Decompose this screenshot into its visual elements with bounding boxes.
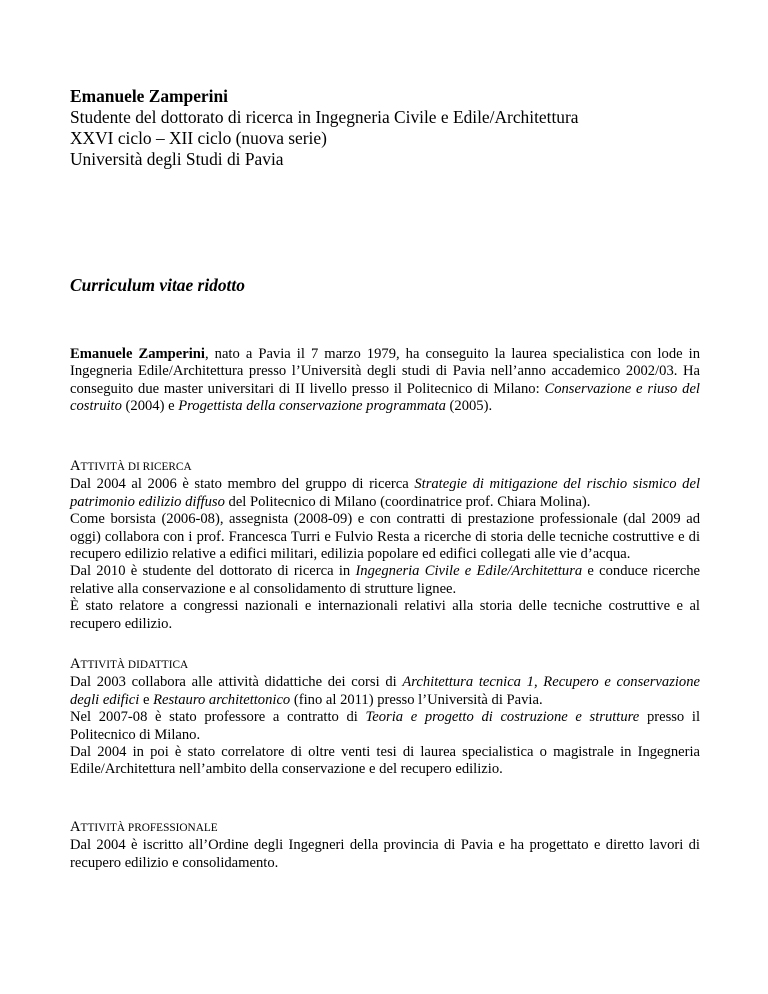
- professional-heading-cap: A: [70, 819, 81, 835]
- intro-text-2: (2004) e: [121, 398, 179, 415]
- teaching-p2-a: Nel 2007-08 è stato professore a contratto di: [70, 709, 366, 726]
- section-professional: [70, 819, 700, 872]
- section-heading-professional: [70, 819, 700, 837]
- teaching-paragraph-1: [70, 674, 700, 709]
- research-p3-a: Dal 2010 è studente del dottorato di ricerca in: [70, 563, 356, 580]
- page-title: Curriculum vitae ridotto: [70, 275, 245, 295]
- teaching-p2-italic: Teoria e progetto di costruzione e strutture: [365, 709, 640, 726]
- section-heading-teaching: [70, 656, 700, 674]
- teaching-course-3: Restauro architettonico: [153, 691, 291, 708]
- teaching-p1-sep2: e: [139, 691, 154, 708]
- intro-master-1: Conservazione e riuso del costruito: [70, 380, 700, 415]
- teaching-heading-rest: TTIVITÀ DIDATTICA: [80, 659, 189, 671]
- intro-text-1: , nato a Pavia il 7 marzo 1979, ha conseguito la laurea specialistica con lode in Ingegneria Edile/Architettura presso l’Università degli studi di Pavia nell’anno accademico 2002/03. Ha conseguito due master universitari di II livello presso il Politecnico di Milano:: [70, 346, 701, 397]
- professional-paragraph-1: Dal 2004 è iscritto all’Ordine degli Ingegneri della provincia di Pavia e ha progettato e diretto lavori di recupero edilizio e consolidamento.: [70, 837, 700, 871]
- intro-master-2: Progettista della conservazione programmata: [178, 398, 446, 415]
- professional-heading-rest: TTIVITÀ PROFESSIONALE: [80, 822, 218, 834]
- research-p1-a: Dal 2004 al 2006 è stato membro del gruppo di ricerca: [70, 476, 415, 493]
- teaching-p2-b: presso il Politecnico di Milano.: [70, 709, 700, 743]
- teaching-p1-sep1: ,: [533, 674, 544, 691]
- teaching-p1-b: (fino al 2011) presso l’Università di Pavia.: [290, 691, 543, 708]
- research-p1-b: del Politecnico di Milano (coordinatrice prof. Chiara Molina).: [224, 493, 591, 510]
- author-name: Emanuele Zamperini: [70, 86, 228, 106]
- section-heading-research: [70, 458, 700, 476]
- header-university: Università degli Studi di Pavia: [70, 149, 284, 169]
- research-paragraph-2: Come borsista (2006-08), assegnista (2008-09) e con contratti di prestazione professionale (dal 2009 ad oggi) collabora con i prof. Francesca Turri e Fulvio Resta a ricerche di storia delle tecniche costruttive e di recupero edilizio relative a edifici militari, edilizia popolare ed edifici collegati alle vie d’acqua.: [70, 511, 700, 563]
- intro-name: Emanuele Zamperini: [70, 346, 205, 362]
- header-program: Studente del dottorato di ricerca in Ingegneria Civile e Edile/Architettura: [70, 107, 579, 127]
- research-paragraph-3: [70, 563, 700, 598]
- research-p1-italic: Strategie di mitigazione del rischio sismico del patrimonio edilizio diffuso: [70, 476, 700, 510]
- research-paragraph-4: È stato relatore a congressi nazionali e internazionali relativi alla storia delle tecniche costruttive e al recupero edilizio.: [70, 598, 700, 632]
- teaching-p1-a: Dal 2003 collabora alle attività didattiche dei corsi di: [70, 674, 403, 691]
- intro-paragraph: [70, 346, 700, 416]
- teaching-course-1: Architettura tecnica 1: [402, 674, 534, 691]
- teaching-paragraph-2: [70, 709, 700, 744]
- research-p3-b: e conduce ricerche relative alla conservazione e al consolidamento di strutture lignee.: [70, 563, 700, 597]
- section-teaching: [70, 656, 700, 779]
- document-header: [70, 86, 710, 170]
- research-p3-italic: Ingegneria Civile e Edile/Architettura: [355, 563, 583, 580]
- intro-text-3: (2005).: [445, 398, 493, 415]
- research-heading-rest: TTIVITÀ DI RICERCA: [80, 461, 192, 473]
- header-cycle: XXVI ciclo – XII ciclo (nuova serie): [70, 128, 327, 148]
- research-heading-cap: A: [70, 458, 81, 474]
- research-paragraph-1: [70, 476, 700, 511]
- teaching-course-2: Recupero e conservazione degli edifici: [70, 674, 700, 708]
- section-research: [70, 458, 700, 633]
- teaching-paragraph-3: Dal 2004 in poi è stato correlatore di oltre venti tesi di laurea specialistica o magistrale in Ingegneria Edile/Architettura nell’ambito della conservazione e del recupero edilizio.: [70, 744, 700, 778]
- teaching-heading-cap: A: [70, 656, 81, 672]
